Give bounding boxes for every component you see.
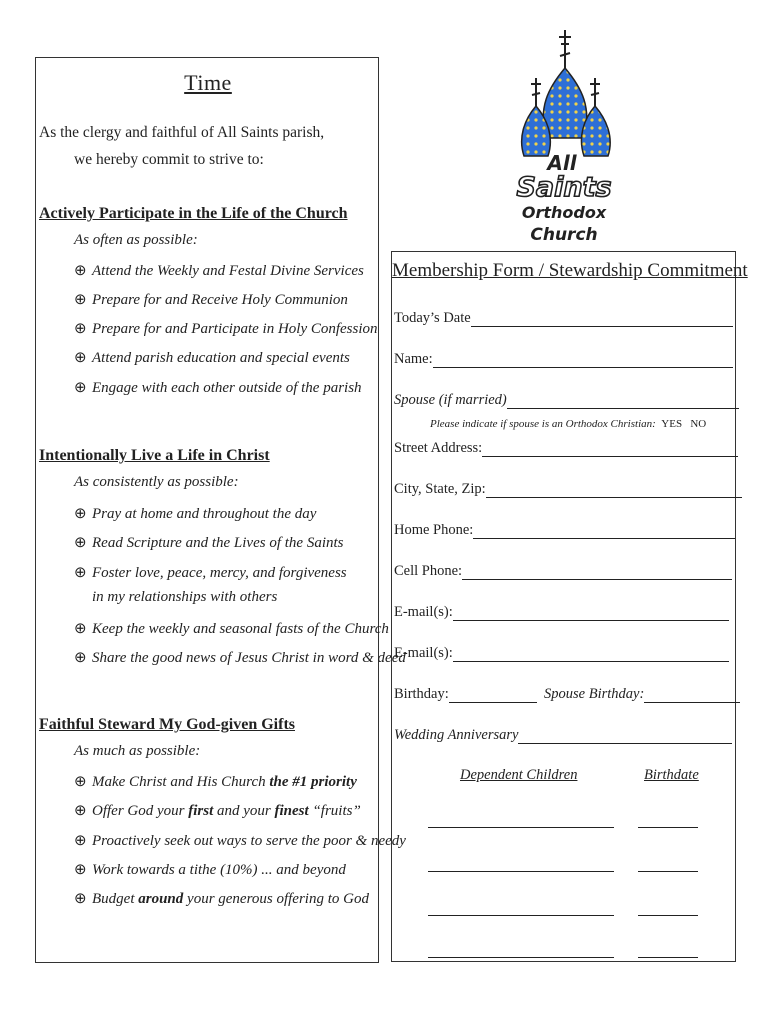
list-item: ⊕ Offer God your first and your finest “fruits” bbox=[74, 803, 361, 819]
spouse-birthday-field[interactable]: Spouse Birthday: bbox=[544, 686, 645, 702]
spouse-orthodox-note: Please indicate if spouse is an Orthodox Christian: YES NO bbox=[430, 418, 707, 430]
list-item: ⊕ Foster love, peace, mercy, and forgiveness bbox=[74, 565, 347, 581]
form-title: Membership Form / Stewardship Commitment bbox=[392, 260, 748, 281]
panel-title: Time bbox=[184, 70, 232, 95]
section-heading-live: Intentionally Live a Life in Christ bbox=[39, 447, 270, 464]
section-sub-steward: As much as possible: bbox=[74, 743, 201, 759]
logo-line-2: Saints bbox=[516, 172, 612, 203]
church-domes-icon bbox=[508, 28, 624, 248]
cross-bullet-icon: ⊕ bbox=[74, 506, 87, 522]
child-birthdate-line[interactable] bbox=[638, 957, 698, 958]
list-item: ⊕ Share the good news of Jesus Christ in word & deed bbox=[74, 650, 406, 666]
list-item-continuation: in my relationships with others bbox=[92, 589, 278, 605]
logo-line-4: Church bbox=[530, 225, 598, 245]
dependent-children-heading: Dependent Children bbox=[460, 767, 578, 783]
child-name-line[interactable] bbox=[428, 957, 614, 958]
section-sub-participate: As often as possible: bbox=[74, 232, 198, 248]
stewardship-time-panel bbox=[35, 57, 406, 963]
section-heading-steward: Faithful Steward My God-given Gifts bbox=[39, 716, 295, 733]
child-birthdate-line[interactable] bbox=[638, 871, 698, 872]
email-field-2[interactable]: E-mail(s): bbox=[394, 645, 729, 662]
list-item: ⊕ Attend the Weekly and Festal Divine Services bbox=[74, 263, 364, 279]
list-item: ⊕ Prepare for and Participate in Holy Confession bbox=[74, 321, 378, 337]
cross-bullet-icon: ⊕ bbox=[74, 535, 87, 551]
child-birthdate-line[interactable] bbox=[638, 915, 698, 916]
name-field[interactable]: Name: bbox=[394, 351, 733, 368]
intro-line-1: As the clergy and faithful of All Saints parish, bbox=[39, 124, 325, 141]
no-option[interactable]: NO bbox=[690, 418, 707, 430]
cross-bullet-icon: ⊕ bbox=[74, 565, 87, 581]
intro-line-2: we hereby commit to strive to: bbox=[74, 151, 264, 168]
cross-bullet-icon: ⊕ bbox=[74, 321, 87, 337]
membership-form-panel bbox=[391, 251, 748, 962]
list-item: ⊕ Work towards a tithe (10%) ... and beyond bbox=[74, 862, 346, 878]
cross-bullet-icon: ⊕ bbox=[74, 350, 87, 366]
list-item: ⊕ Read Scripture and the Lives of the Saints bbox=[74, 535, 344, 551]
email-field-1[interactable]: E-mail(s): bbox=[394, 604, 729, 621]
section-sub-live: As consistently as possible: bbox=[74, 474, 239, 490]
list-item: ⊕ Engage with each other outside of the parish bbox=[74, 380, 362, 396]
list-item: ⊕ Make Christ and His Church the #1 priority bbox=[74, 774, 357, 790]
cross-bullet-icon: ⊕ bbox=[74, 621, 87, 637]
birthdate-heading: Birthdate bbox=[644, 767, 699, 783]
all-saints-logo bbox=[508, 28, 624, 248]
wedding-anniversary-field[interactable]: Wedding Anniversary bbox=[394, 727, 732, 744]
list-item: ⊕ Proactively seek out ways to serve the poor & needy bbox=[74, 833, 406, 849]
cross-bullet-icon: ⊕ bbox=[74, 774, 87, 790]
cross-bullet-icon: ⊕ bbox=[74, 292, 87, 308]
cross-bullet-icon: ⊕ bbox=[74, 803, 87, 819]
cross-bullet-icon: ⊕ bbox=[74, 263, 87, 279]
logo-line-3: Orthodox bbox=[521, 203, 607, 222]
list-item: ⊕ Budget around your generous offering to God bbox=[74, 891, 369, 907]
yes-option[interactable]: YES bbox=[661, 418, 683, 430]
section-heading-participate: Actively Participate in the Life of the Church bbox=[39, 205, 348, 222]
child-name-line[interactable] bbox=[428, 871, 614, 872]
cross-bullet-icon: ⊕ bbox=[74, 650, 87, 666]
birthday-field[interactable]: Birthday: Spouse Birthday: bbox=[394, 686, 740, 703]
cross-bullet-icon: ⊕ bbox=[74, 380, 87, 396]
child-birthdate-line[interactable] bbox=[638, 827, 698, 828]
date-field[interactable]: Today’s Date bbox=[394, 310, 733, 327]
child-name-line[interactable] bbox=[428, 915, 614, 916]
list-item: ⊕ Keep the weekly and seasonal fasts of the Church bbox=[74, 621, 389, 637]
list-item: ⊕ Attend parish education and special events bbox=[74, 350, 350, 366]
cell-phone-field[interactable]: Cell Phone: bbox=[394, 563, 732, 580]
spouse-field[interactable]: Spouse (if married) bbox=[394, 392, 739, 409]
cross-bullet-icon: ⊕ bbox=[74, 862, 87, 878]
child-name-line[interactable] bbox=[428, 827, 614, 828]
list-item: ⊕ Prepare for and Receive Holy Communion bbox=[74, 292, 348, 308]
list-item: ⊕ Pray at home and throughout the day bbox=[74, 506, 317, 522]
home-phone-field[interactable]: Home Phone: bbox=[394, 522, 735, 539]
logo-line-1: All bbox=[547, 151, 577, 175]
cross-bullet-icon: ⊕ bbox=[74, 833, 87, 849]
street-address-field[interactable]: Street Address: bbox=[394, 440, 738, 457]
cross-bullet-icon: ⊕ bbox=[74, 891, 87, 907]
city-state-zip-field[interactable]: City, State, Zip: bbox=[394, 481, 742, 498]
